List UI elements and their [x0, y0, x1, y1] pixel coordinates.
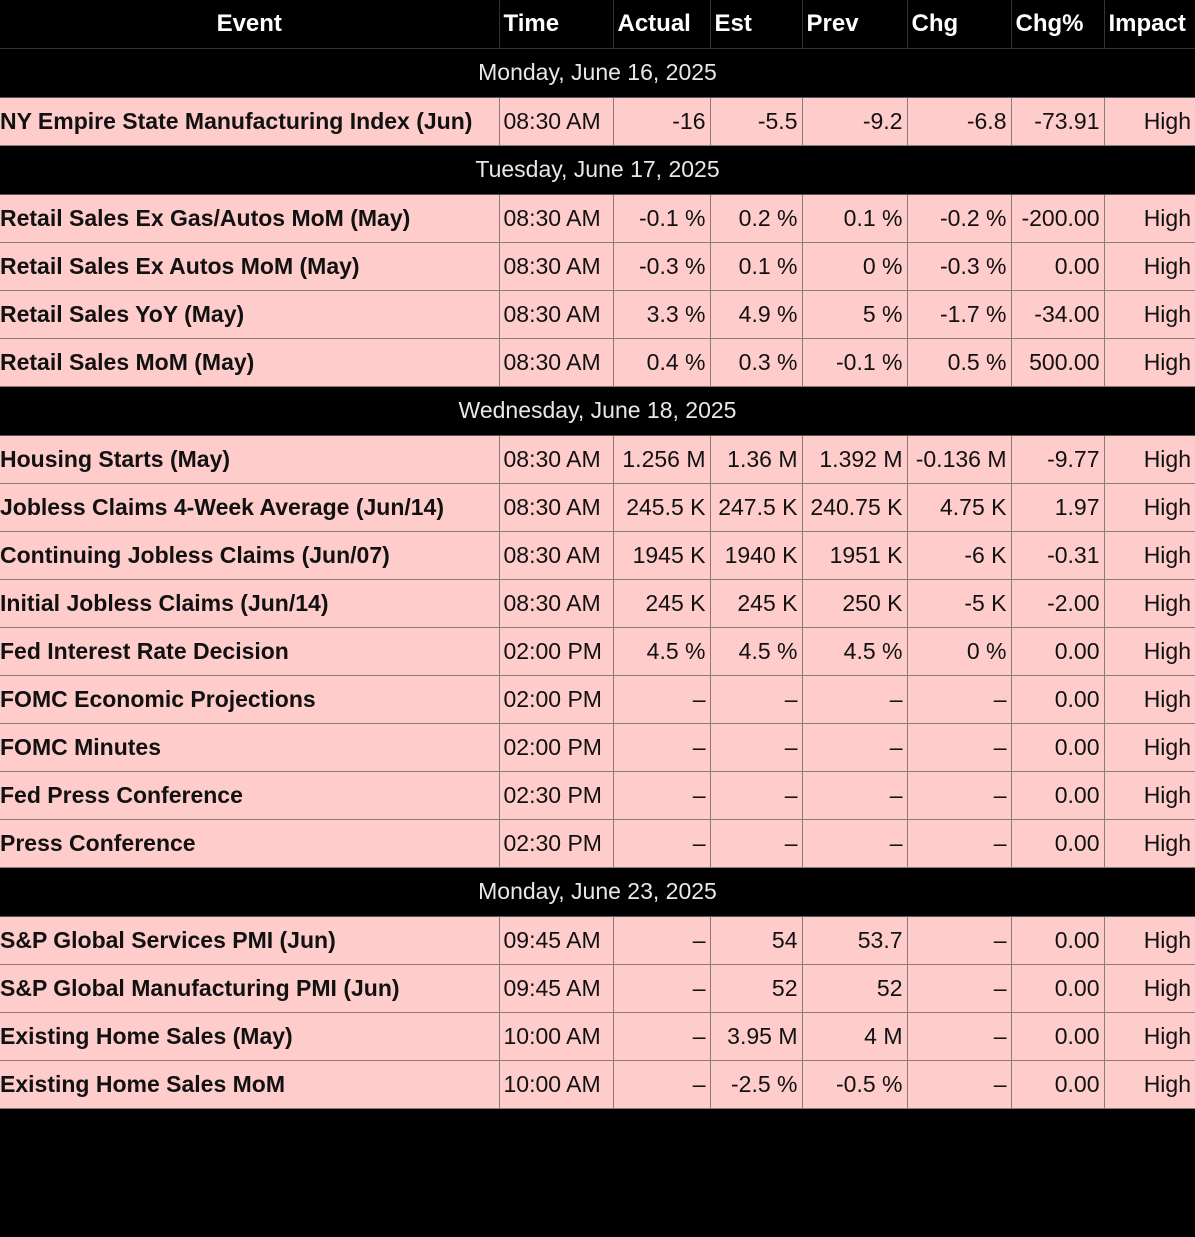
event-time: 02:00 PM [499, 675, 613, 723]
event-time: 08:30 AM [499, 579, 613, 627]
column-header-impact[interactable]: Impact [1104, 0, 1195, 48]
change-percent-value: 0.00 [1011, 771, 1104, 819]
event-name: FOMC Minutes [0, 723, 499, 771]
change-value: -0.136 M [907, 435, 1011, 483]
event-time: 08:30 AM [499, 435, 613, 483]
table-row[interactable] [0, 290, 1195, 338]
previous-value: 4 M [802, 1012, 907, 1060]
event-time: 09:45 AM [499, 916, 613, 964]
event-name: Jobless Claims 4-Week Average (Jun/14) [0, 483, 499, 531]
estimate-value: 245 K [710, 579, 802, 627]
event-time: 08:30 AM [499, 338, 613, 386]
change-percent-value: -34.00 [1011, 290, 1104, 338]
event-name: Retail Sales YoY (May) [0, 290, 499, 338]
previous-value: 5 % [802, 290, 907, 338]
actual-value: – [613, 771, 710, 819]
table-row[interactable] [0, 97, 1195, 145]
change-percent-value: 0.00 [1011, 1012, 1104, 1060]
impact-level: High [1104, 97, 1195, 145]
event-time: 09:45 AM [499, 964, 613, 1012]
change-value: – [907, 1012, 1011, 1060]
impact-level: High [1104, 483, 1195, 531]
previous-value: 240.75 K [802, 483, 907, 531]
change-value: -1.7 % [907, 290, 1011, 338]
previous-value: 1951 K [802, 531, 907, 579]
estimate-value: 0.1 % [710, 242, 802, 290]
event-name: NY Empire State Manufacturing Index (Jun) [0, 97, 499, 145]
change-value: -6.8 [907, 97, 1011, 145]
event-name: Housing Starts (May) [0, 435, 499, 483]
change-value: – [907, 723, 1011, 771]
table-row[interactable] [0, 723, 1195, 771]
event-name: Existing Home Sales (May) [0, 1012, 499, 1060]
table-row[interactable] [0, 338, 1195, 386]
actual-value: 1.256 M [613, 435, 710, 483]
change-percent-value: 0.00 [1011, 916, 1104, 964]
header-row [0, 0, 1195, 48]
event-name: Fed Interest Rate Decision [0, 627, 499, 675]
impact-level: High [1104, 531, 1195, 579]
table-body [0, 48, 1195, 1108]
event-time: 10:00 AM [499, 1012, 613, 1060]
impact-level: High [1104, 194, 1195, 242]
table-row[interactable] [0, 627, 1195, 675]
event-time: 08:30 AM [499, 483, 613, 531]
estimate-value: 4.5 % [710, 627, 802, 675]
change-value: – [907, 964, 1011, 1012]
impact-level: High [1104, 819, 1195, 867]
event-name: Retail Sales Ex Autos MoM (May) [0, 242, 499, 290]
column-header-est[interactable]: Est [710, 0, 802, 48]
change-percent-value: -73.91 [1011, 97, 1104, 145]
table-row[interactable] [0, 1012, 1195, 1060]
actual-value: – [613, 1060, 710, 1108]
column-header-chg[interactable]: Chg [907, 0, 1011, 48]
column-header-chg-pct[interactable]: Chg% [1011, 0, 1104, 48]
date-group-label: Monday, June 23, 2025 [0, 867, 1195, 916]
column-header-prev[interactable]: Prev [802, 0, 907, 48]
previous-value: – [802, 723, 907, 771]
actual-value: 245.5 K [613, 483, 710, 531]
estimate-value: – [710, 675, 802, 723]
table-row[interactable] [0, 964, 1195, 1012]
change-percent-value: 0.00 [1011, 964, 1104, 1012]
table-row[interactable] [0, 579, 1195, 627]
change-value: -5 K [907, 579, 1011, 627]
actual-value: -16 [613, 97, 710, 145]
table-row[interactable] [0, 675, 1195, 723]
event-time: 02:00 PM [499, 723, 613, 771]
change-percent-value: -0.31 [1011, 531, 1104, 579]
impact-level: High [1104, 964, 1195, 1012]
event-time: 08:30 AM [499, 97, 613, 145]
impact-level: High [1104, 1060, 1195, 1108]
table-header [0, 0, 1195, 48]
impact-level: High [1104, 242, 1195, 290]
actual-value: – [613, 1012, 710, 1060]
change-value: – [907, 916, 1011, 964]
event-name: Initial Jobless Claims (Jun/14) [0, 579, 499, 627]
event-time: 02:00 PM [499, 627, 613, 675]
actual-value: -0.1 % [613, 194, 710, 242]
column-header-actual[interactable]: Actual [613, 0, 710, 48]
impact-level: High [1104, 916, 1195, 964]
event-name: S&P Global Manufacturing PMI (Jun) [0, 964, 499, 1012]
actual-value: – [613, 964, 710, 1012]
event-name: Existing Home Sales MoM [0, 1060, 499, 1108]
date-group-row [0, 145, 1195, 194]
impact-level: High [1104, 771, 1195, 819]
table-row[interactable] [0, 483, 1195, 531]
change-value: – [907, 675, 1011, 723]
event-name: S&P Global Services PMI (Jun) [0, 916, 499, 964]
actual-value: – [613, 819, 710, 867]
previous-value: -9.2 [802, 97, 907, 145]
date-group-label: Tuesday, June 17, 2025 [0, 145, 1195, 194]
event-time: 02:30 PM [499, 819, 613, 867]
event-time: 08:30 AM [499, 290, 613, 338]
estimate-value: 0.2 % [710, 194, 802, 242]
change-percent-value: 0.00 [1011, 627, 1104, 675]
actual-value: – [613, 723, 710, 771]
impact-level: High [1104, 579, 1195, 627]
table-row[interactable] [0, 194, 1195, 242]
event-time: 02:30 PM [499, 771, 613, 819]
change-percent-value: -9.77 [1011, 435, 1104, 483]
event-name: Press Conference [0, 819, 499, 867]
estimate-value: -5.5 [710, 97, 802, 145]
date-group-row [0, 386, 1195, 435]
actual-value: – [613, 675, 710, 723]
event-time: 08:30 AM [499, 194, 613, 242]
change-value: -0.2 % [907, 194, 1011, 242]
previous-value: – [802, 819, 907, 867]
estimate-value: 1.36 M [710, 435, 802, 483]
estimate-value: -2.5 % [710, 1060, 802, 1108]
estimate-value: 4.9 % [710, 290, 802, 338]
event-name: Retail Sales MoM (May) [0, 338, 499, 386]
actual-value: 245 K [613, 579, 710, 627]
date-group-label: Monday, June 16, 2025 [0, 48, 1195, 97]
change-percent-value: 1.97 [1011, 483, 1104, 531]
event-name: Retail Sales Ex Gas/Autos MoM (May) [0, 194, 499, 242]
actual-value: 4.5 % [613, 627, 710, 675]
table-row[interactable] [0, 242, 1195, 290]
event-time: 08:30 AM [499, 242, 613, 290]
change-value: 0.5 % [907, 338, 1011, 386]
estimate-value: 3.95 M [710, 1012, 802, 1060]
previous-value: -0.5 % [802, 1060, 907, 1108]
previous-value: – [802, 675, 907, 723]
impact-level: High [1104, 435, 1195, 483]
change-percent-value: 0.00 [1011, 675, 1104, 723]
actual-value: -0.3 % [613, 242, 710, 290]
previous-value: 0 % [802, 242, 907, 290]
change-percent-value: 500.00 [1011, 338, 1104, 386]
change-percent-value: 0.00 [1011, 242, 1104, 290]
actual-value: 1945 K [613, 531, 710, 579]
change-percent-value: -2.00 [1011, 579, 1104, 627]
change-percent-value: 0.00 [1011, 723, 1104, 771]
previous-value: -0.1 % [802, 338, 907, 386]
change-value: 4.75 K [907, 483, 1011, 531]
estimate-value: 247.5 K [710, 483, 802, 531]
estimate-value: 52 [710, 964, 802, 1012]
impact-level: High [1104, 338, 1195, 386]
actual-value: – [613, 916, 710, 964]
previous-value: 1.392 M [802, 435, 907, 483]
event-name: Continuing Jobless Claims (Jun/07) [0, 531, 499, 579]
column-header-time[interactable]: Time [499, 0, 613, 48]
previous-value: 53.7 [802, 916, 907, 964]
actual-value: 3.3 % [613, 290, 710, 338]
impact-level: High [1104, 290, 1195, 338]
table-row[interactable] [0, 435, 1195, 483]
table-row[interactable] [0, 1060, 1195, 1108]
impact-level: High [1104, 1012, 1195, 1060]
event-time: 08:30 AM [499, 531, 613, 579]
previous-value: 0.1 % [802, 194, 907, 242]
impact-level: High [1104, 675, 1195, 723]
date-group-label: Wednesday, June 18, 2025 [0, 386, 1195, 435]
table-row[interactable] [0, 819, 1195, 867]
change-value: 0 % [907, 627, 1011, 675]
change-value: – [907, 771, 1011, 819]
actual-value: 0.4 % [613, 338, 710, 386]
table-row[interactable] [0, 916, 1195, 964]
previous-value: 4.5 % [802, 627, 907, 675]
change-value: -0.3 % [907, 242, 1011, 290]
estimate-value: – [710, 723, 802, 771]
estimate-value: – [710, 771, 802, 819]
estimate-value: 54 [710, 916, 802, 964]
estimate-value: – [710, 819, 802, 867]
change-percent-value: -200.00 [1011, 194, 1104, 242]
change-percent-value: 0.00 [1011, 819, 1104, 867]
column-header-event[interactable]: Event [0, 0, 499, 48]
previous-value: 52 [802, 964, 907, 1012]
date-group-row [0, 867, 1195, 916]
change-value: – [907, 1060, 1011, 1108]
table-row[interactable] [0, 531, 1195, 579]
date-group-row [0, 48, 1195, 97]
previous-value: – [802, 771, 907, 819]
event-time: 10:00 AM [499, 1060, 613, 1108]
previous-value: 250 K [802, 579, 907, 627]
impact-level: High [1104, 723, 1195, 771]
estimate-value: 0.3 % [710, 338, 802, 386]
change-value: – [907, 819, 1011, 867]
impact-level: High [1104, 627, 1195, 675]
estimate-value: 1940 K [710, 531, 802, 579]
change-value: -6 K [907, 531, 1011, 579]
change-percent-value: 0.00 [1011, 1060, 1104, 1108]
event-name: FOMC Economic Projections [0, 675, 499, 723]
table-row[interactable] [0, 771, 1195, 819]
event-name: Fed Press Conference [0, 771, 499, 819]
